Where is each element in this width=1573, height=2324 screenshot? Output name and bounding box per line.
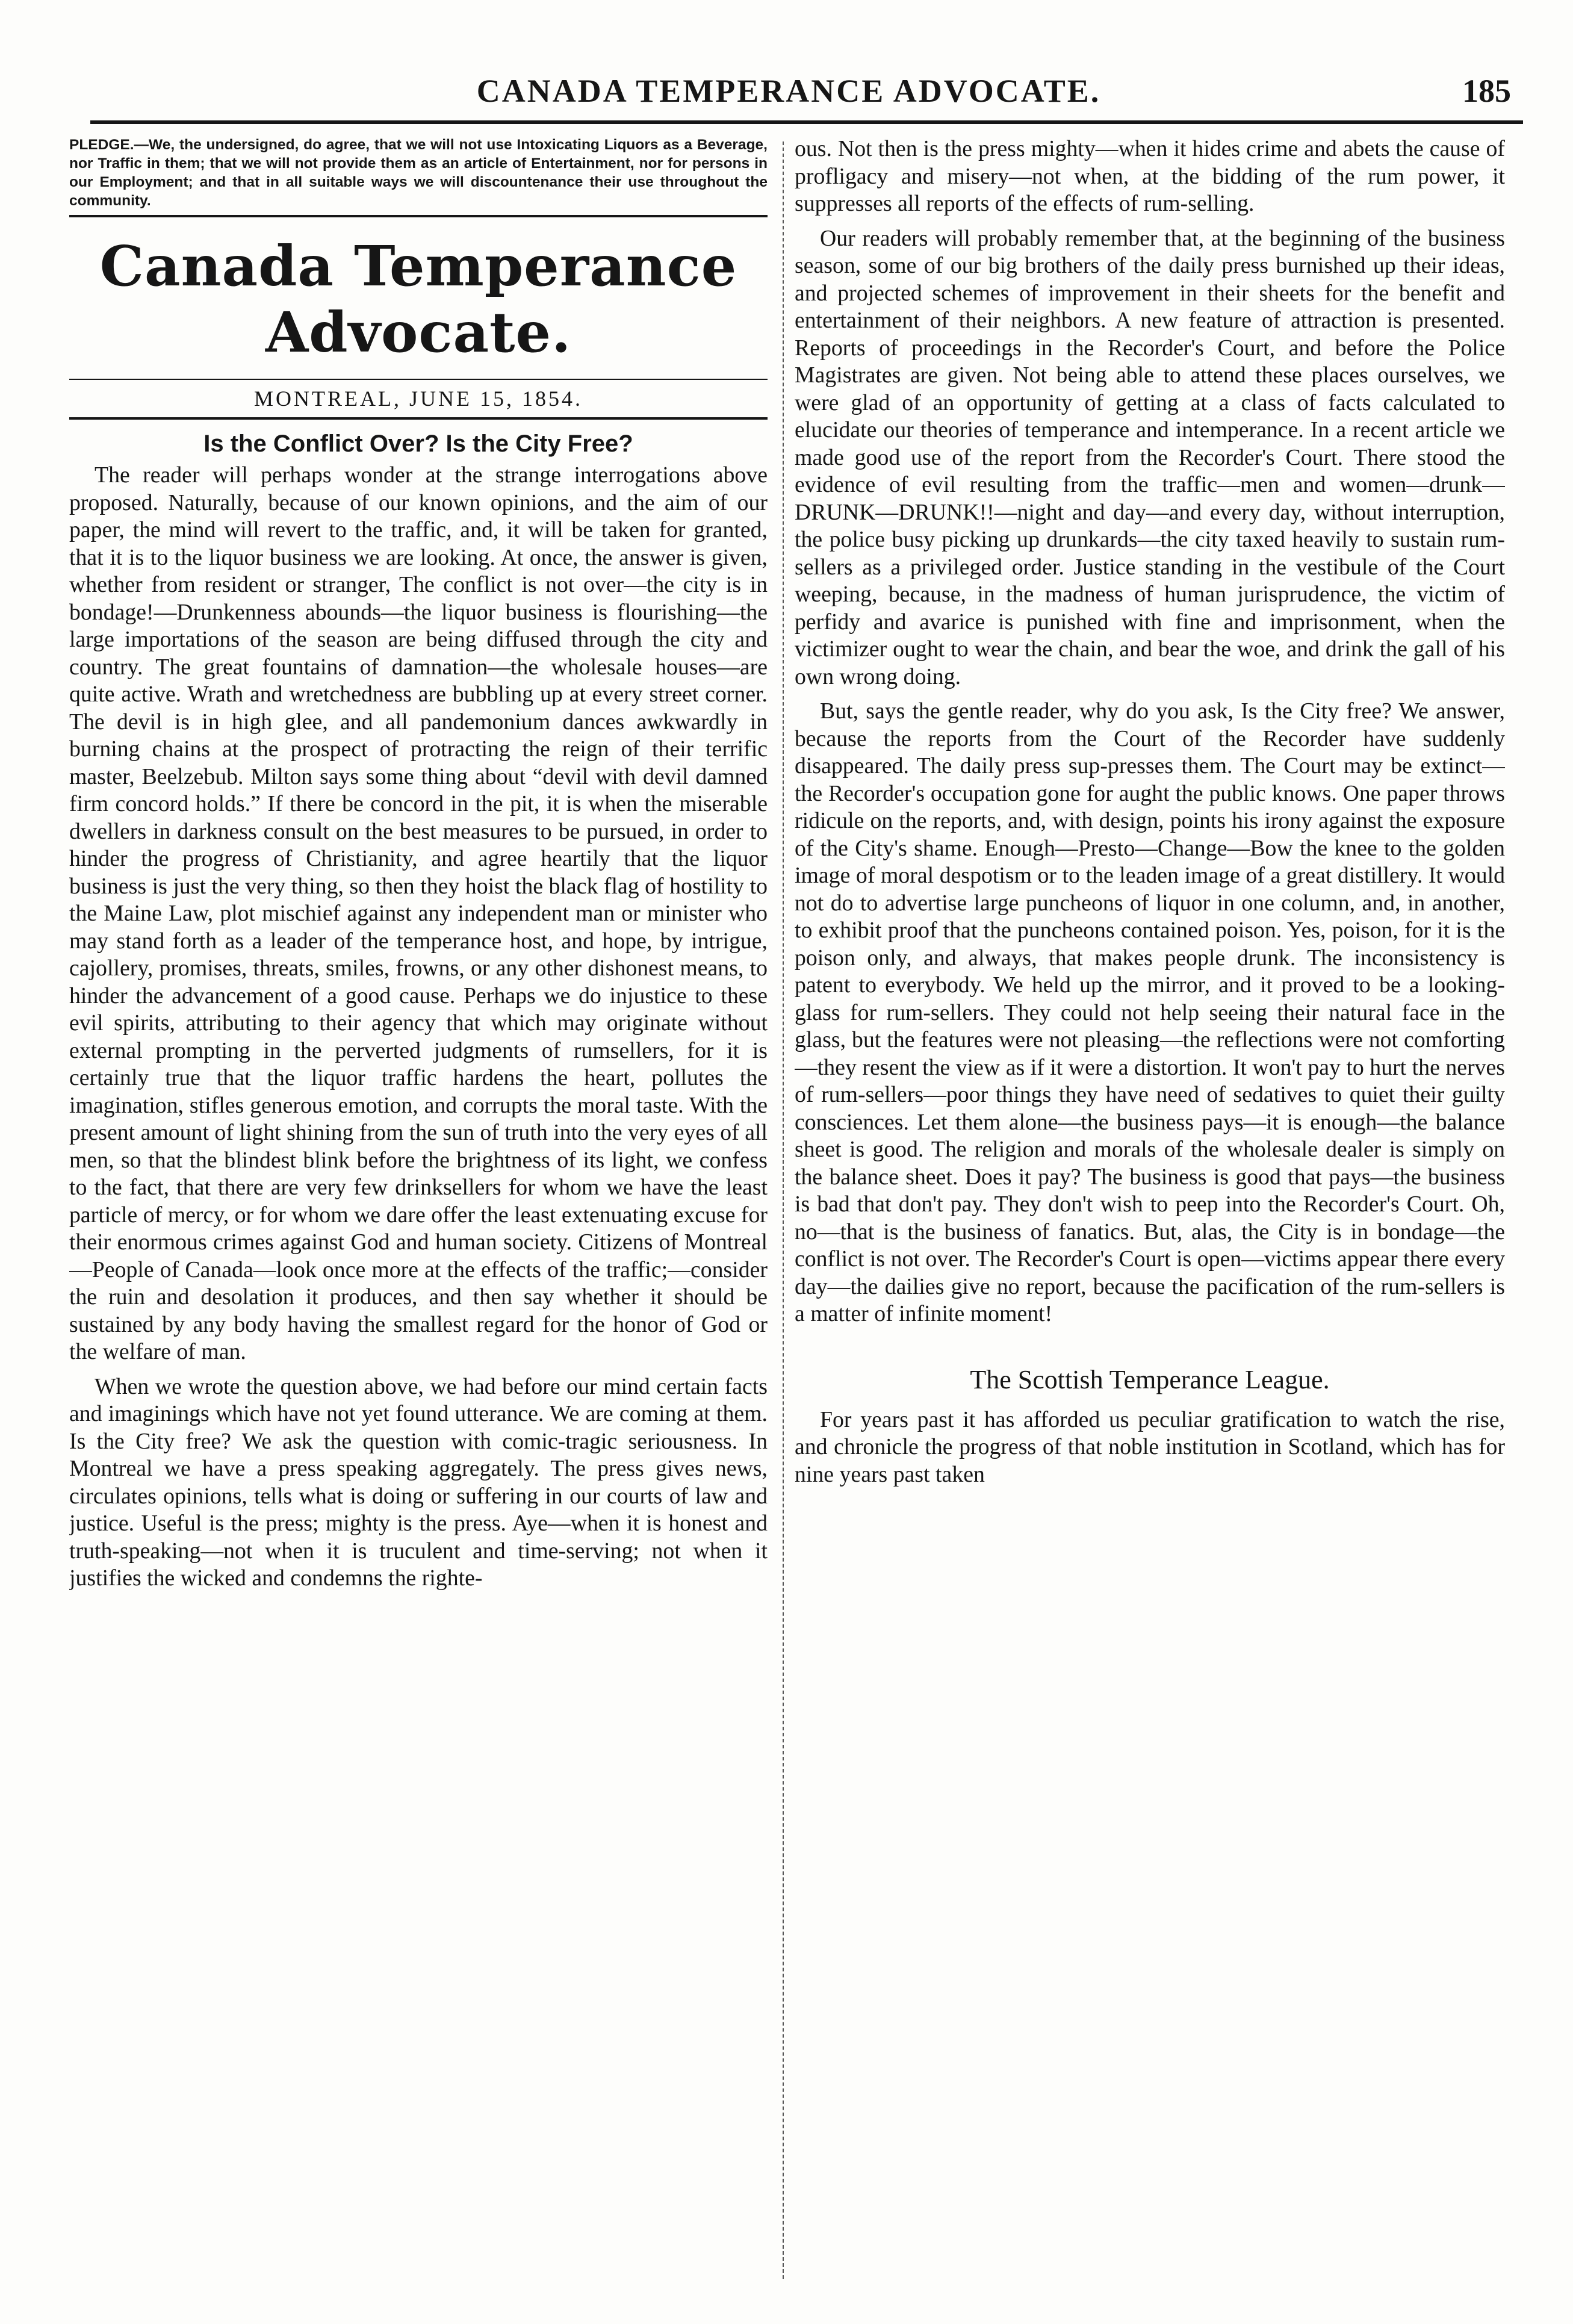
- article-paragraph: For years past it has afforded us peculiar gratification to watch the rise, and chronicle the progress of that noble institution in Scotland, which has for nine years past taken: [795, 1406, 1505, 1487]
- running-title: CANADA TEMPERANCE ADVOCATE.: [476, 73, 1101, 109]
- article-heading: Is the Conflict Over? Is the City Free?: [203, 430, 633, 457]
- article-paragraph: The reader will perhaps wonder at the strange interrogations above proposed. Naturally, because of our known opinions, and the aim of our paper, the mind will revert to the traffic, and, it will be taken for granted, that it is to the liquor business we are looking. At once, the answer is given, whether from resident or stranger, The conflict is not over—the city is in bondage!—Drunkenness abounds—the liquor business is flourishing—the large importations of the season are being diffused through the city and country. The great fountains of damnation—the wholesale houses—are quite active. Wrath and wretchedness are bubbling up at every street corner. The devil is in high glee, and all pandemonium dances awkwardly in burning chains at the prospect of protracting the reign of their terrific master, Beelzebub. Milton says some thing about “devil with devil damned firm concord holds.” If there be concord in the pit, it is when the miserable dwellers in darkness consult on the best measures to be pursued, in order to hinder the progress of Christianity, and agree heartily that the liquor business is just the very thing, so then they hoist the black flag of hostility to the Maine Law, plot mischief against any independent man or minister who may stand forth as a leader of the temperance host, and hope, by intrigue, cajollery, promises, threats, smiles, frowns, or any other dishonest means, to hinder the advancement of a good cause. Perhaps we do injustice to these evil spirits, attributing to their agency that which may originate without external prompting in the perverted judgments of rumsellers, for it is certainly true that the liquor traffic hardens the heart, pollutes the imagination, stifles generous emotion, and corrupts the moral taste. With the present amount of light shining from the sun of truth into the very eyes of all men, so that the blindest blink before the brightness of its light, we confess to the fact, that there are very few drinksellers for whom we have the least particle of mercy, or for whom we dare offer the least extenuating excuse for their enormous crimes against God and human society. Citizens of Montreal—People of Canada—look once more at the effects of the traffic;—consider the ruin and desolation it produces, and then say whether it should be sustained by any body having the smallest regard for the honor of God or the welfare of man.: [69, 462, 768, 1364]
- left-column: [69, 135, 768, 2291]
- right-column: [795, 135, 1505, 2291]
- column-divider: [783, 141, 784, 2279]
- rule-divider: [69, 417, 768, 420]
- running-header: [66, 72, 1511, 120]
- rule-divider: [69, 215, 768, 217]
- article-paragraph: But, says the gentle reader, why do you ask, Is the City free? We answer, because the reports from the Court of the Recorder have suddenly disappeared. The daily press sup-presses them. The Court may be extinct—the Recorder's occupation gone for aught the public knows. One paper throws ridicule on the reports, and, with design, points his irony against the exposure of the City's shame. Enough—Presto—Change—Bow the knee to the golden image of moral despotism or to the leaden image of a great distillery. It would not do to advertise large puncheons of liquor in one column, and, in another, to exhibit proof that the puncheons contained poison. Yes, poison, for it is the poison only, and always, that makes people drunk. The inconsistency is patent to everybody. We held up the mirror, and it proved to be a looking-glass for rum-sellers. They could not help seeing their natural face in the glass, but the features were not pleasing—the reflections were not comforting—they resent the view as if it were a distortion. It won't pay to hurt the nerves of rum-sellers—poor things they have need of sedatives to quiet their guilty consciences. Let them alone—the business pays—it is enough—the balance sheet is good. The religion and morals of the wholesale dealer is simply on the balance sheet. Does it pay? The business is good that pays—the business is bad that don't pay. They don't wish to peep into the Recorder's Court. Oh, no—that is the business of fanatics. But, alas, the City is in bondage—the conflict is not over. The Recorder's Court is open—victims appear there every day—the dailies give no report, because the pacification of the rum-sellers is a matter of infinite moment!: [795, 698, 1505, 1326]
- header-rule: [90, 120, 1523, 124]
- pledge-text: PLEDGE.—We, the undersigned, do agree, that we will not use Intoxicating Liquors as a Beverage, nor Traffic in them; that we will not provide them as an article of Entertainment, nor for persons in our Employment; and that in all suitable ways we will discountenance their use throughout the community.: [69, 137, 768, 209]
- page-number: 185: [1462, 73, 1511, 109]
- article-paragraph: When we wrote the question above, we had before our mind certain facts and imaginings which have not yet found utterance. We are coming at them. Is the City free? We ask the question with comic-tragic seriousness. In Montreal we have a press speaking aggregately. The press gives news, circulates opinions, tells what is doing or suffering in our courts of law and justice. Useful is the press; mighty is the press. Aye—when it is honest and truth-speaking—not when it is truculent and time-serving; not when it justifies the wicked and condemns the righte-: [69, 1373, 768, 1591]
- masthead: Canada Temperance Advocate.: [99, 234, 737, 365]
- dateline: MONTREAL, JUNE 15, 1854.: [254, 387, 583, 411]
- article-heading: The Scottish Temperance League.: [970, 1364, 1330, 1394]
- rule-divider: [69, 379, 768, 380]
- article-paragraph: Our readers will probably remember that, at the beginning of the business season, some of our big brothers of the daily press burnished up their ideas, and projected schemes of improvement in their sheets for the benefit and entertainment of their neighbors. A new feature of attraction is presented. Reports of proceedings in the Recorder's Court, and before the Police Magistrates are given. Not being able to attend these places ourselves, we were glad of an opportunity of getting at a class of facts calculated to elucidate our theories of temperance and intemperance. In a recent article we made good use of the report from the Recorder's Court. There stood the evidence of evil resulting from the traffic—men and women—drunk—DRUNK—DRUNK!!—night and day—and every day, without interruption, the police busy picking up drunkards—the city taxed heavily to sustain rum-sellers as a privileged order. Justice standing in the vestibule of the Court weeping, because, in the madness of human jurisprudence, the victim of perfidy and avarice is punished with fine and imprisonment, when the victimizer ought to wear the chain, and bear the woe, and drink the gall of his own wrong doing.: [795, 225, 1505, 689]
- article-paragraph: ous. Not then is the press mighty—when it hides crime and abets the cause of profligacy and misery—not when, at the bidding of the rum power, it suppresses all reports of the effects of rum-selling.: [795, 136, 1505, 216]
